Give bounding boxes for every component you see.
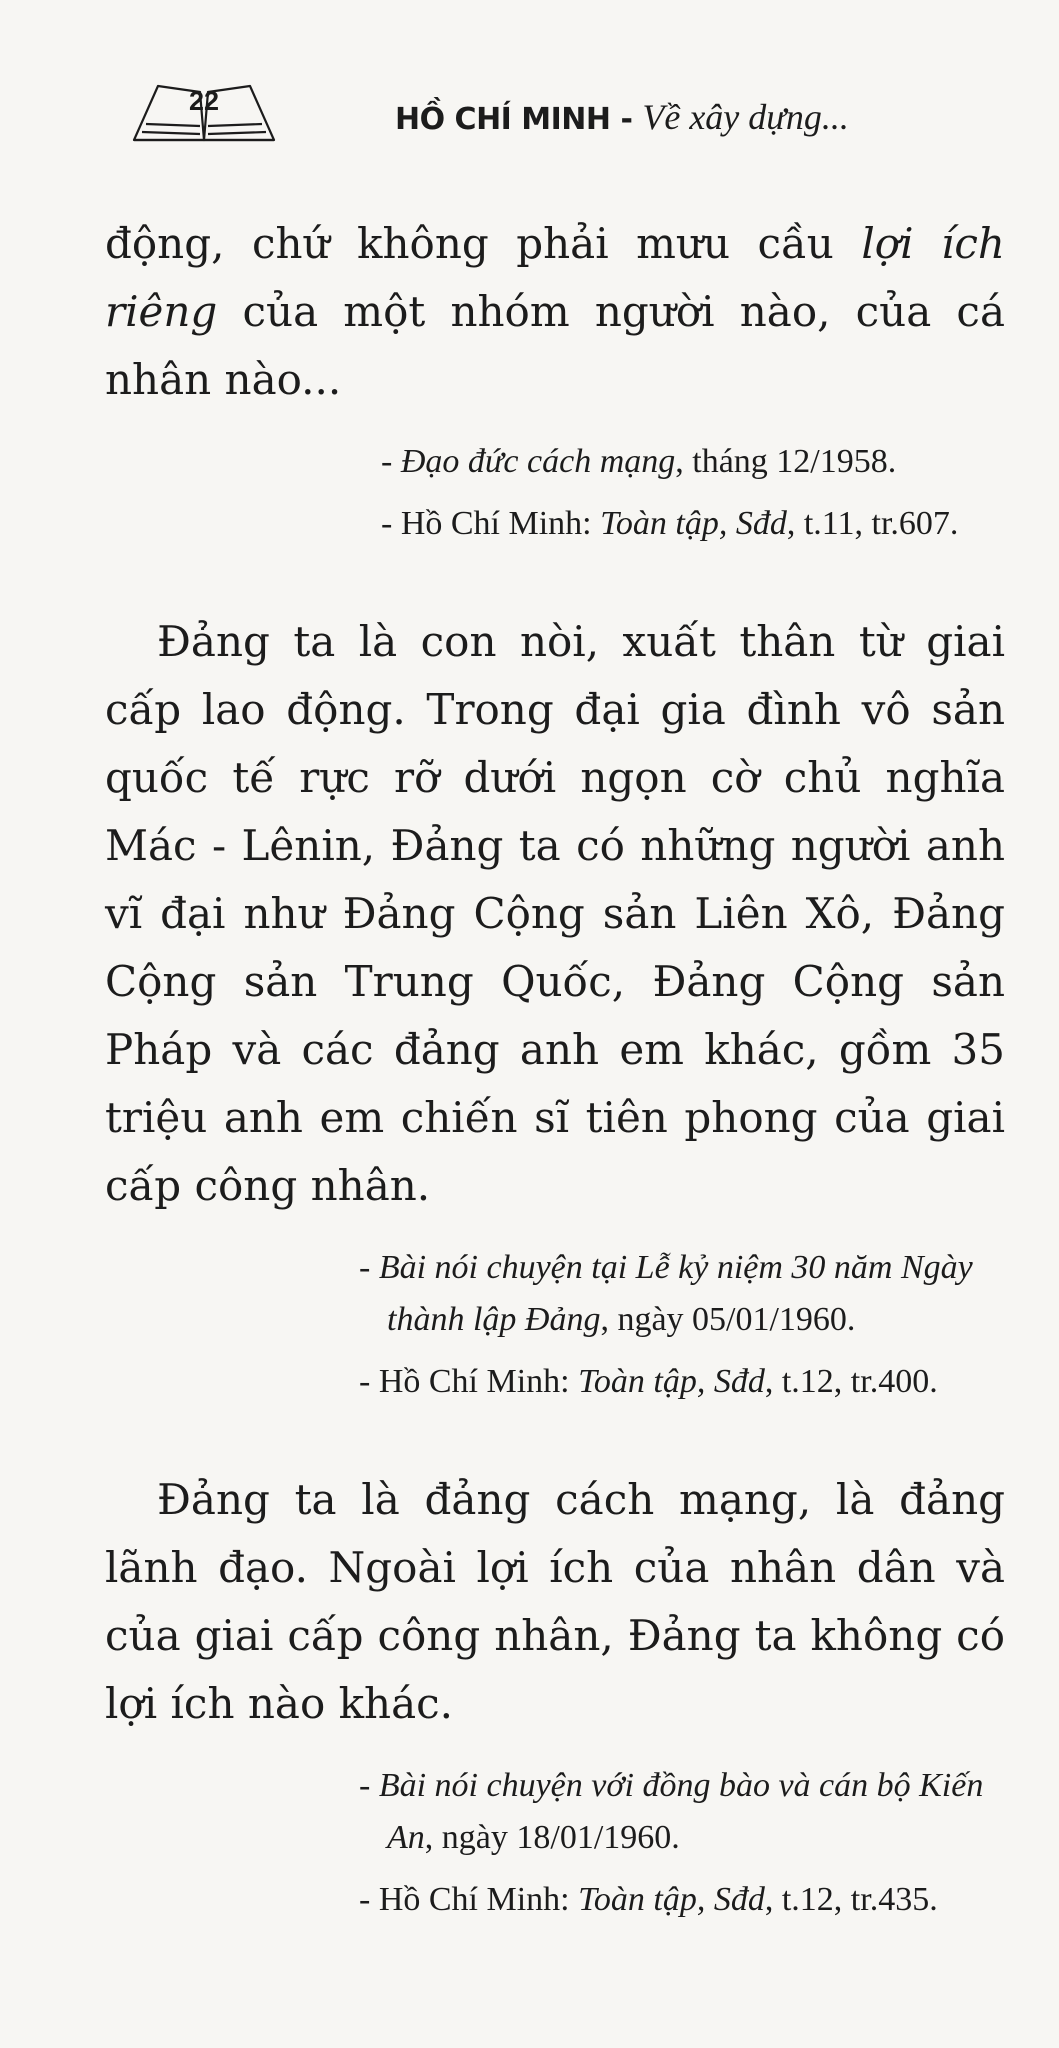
citation-1 — [381, 436, 1005, 550]
citation-1-author: - Hồ Chí Minh: — [381, 505, 601, 542]
citation-3-source-title: Bài nói chuyện với đồng bào và cán bộ Kiến An — [378, 1767, 984, 1856]
running-header — [130, 78, 960, 148]
citation-dash: - — [381, 443, 401, 480]
citation-2-work: Toàn tập, Sđd — [578, 1363, 765, 1400]
citation-2-reference — [359, 1356, 1005, 1408]
paragraph-2: Đảng ta là con nòi, xuất thân từ giai cấp lao động. Trong đại gia đình vô sản quốc tế rực rỡ dưới ngọn cờ chủ nghĩa Mác - Lênin, Đảng ta có những người anh vĩ đại như Đảng Cộng sản Liên Xô, Đảng Cộng sản Trung Quốc, Đảng Cộng sản Pháp và các đảng anh em khác, gồm 35 triệu anh em chiến sĩ tiên phong của giai cấp công nhân. — [105, 617, 1005, 1210]
citation-3-author: - Hồ Chí Minh: — [359, 1881, 579, 1918]
citation-1-source-title: Đạo đức cách mạng — [400, 443, 676, 480]
citation-2-source-title: Bài nói chuyện tại Lễ kỷ niệm 30 năm Ngày thành lập Đảng — [378, 1249, 973, 1338]
page-body — [105, 210, 1005, 1926]
citation-3-source-date: , ngày 18/01/1960. — [424, 1819, 680, 1856]
citation-3-pages: , t.12, tr.435. — [764, 1881, 938, 1918]
citation-2-source — [359, 1242, 1005, 1346]
citation-3-source — [359, 1760, 1005, 1864]
running-title — [395, 96, 849, 138]
citation-1-source-date: , tháng 12/1958. — [675, 443, 897, 480]
paragraph-1-part1: động, chứ không phải mưu cầu — [105, 219, 862, 268]
paragraph-1-part2: của một nhóm người nào, của cá nhân nào... — [105, 287, 1005, 404]
running-title-script: Về xây dựng... — [642, 97, 849, 137]
citation-3-reference — [359, 1874, 1005, 1926]
page-number: 22 — [188, 86, 220, 116]
citation-dash: - — [359, 1249, 379, 1286]
citation-dash: - — [359, 1767, 379, 1804]
paragraph-1 — [105, 210, 1005, 414]
paragraph-3: Đảng ta là đảng cách mạng, là đảng lãnh đạo. Ngoài lợi ích của nhân dân và của giai cấp công nhân, Đảng ta không có lợi ích nào khác. — [105, 1475, 1005, 1728]
citation-1-work: Toàn tập, Sđd — [600, 505, 787, 542]
citation-1-pages: , t.11, tr.607. — [786, 505, 959, 542]
citation-2-author: - Hồ Chí Minh: — [359, 1363, 579, 1400]
citation-2 — [359, 1242, 1005, 1408]
running-title-author: HỒ CHÍ MINH - — [395, 102, 643, 137]
citation-3-work: Toàn tập, Sđd — [578, 1881, 765, 1918]
citation-2-source-date: , ngày 05/01/1960. — [600, 1301, 856, 1338]
paragraph-1-italic: lợi ích riêng — [105, 219, 1005, 336]
citation-1-source — [381, 436, 1005, 488]
citation-1-reference — [381, 498, 1005, 550]
citation-3 — [359, 1760, 1005, 1926]
citation-2-pages: , t.12, tr.400. — [764, 1363, 938, 1400]
